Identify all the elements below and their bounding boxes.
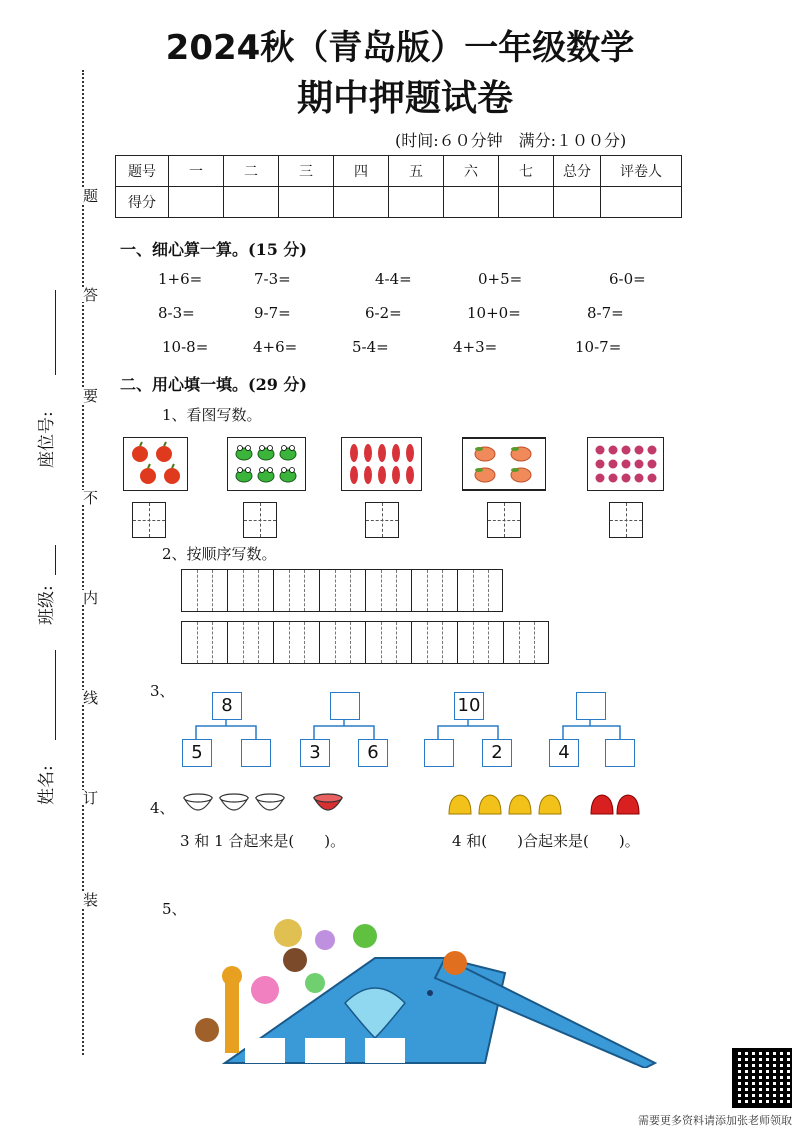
table-cell: 七 bbox=[499, 156, 554, 187]
bond-right-box[interactable] bbox=[241, 739, 271, 767]
calc-item: 6-2= bbox=[365, 304, 402, 322]
bowl-icon bbox=[180, 790, 360, 822]
margin-char: 要 bbox=[81, 388, 99, 403]
calc-item: 10-7= bbox=[575, 338, 622, 356]
calc-item: 5-4= bbox=[352, 338, 389, 356]
calc-item: 6-0= bbox=[609, 270, 646, 288]
table-cell: 六 bbox=[444, 156, 499, 187]
q1-label: 1、看图写数。 bbox=[162, 406, 262, 424]
calc-item: 10-8= bbox=[162, 338, 209, 356]
margin-char: 不 bbox=[81, 490, 99, 505]
table-cell: 二 bbox=[224, 156, 279, 187]
bond-top-box[interactable] bbox=[330, 692, 360, 720]
section1-heading: 一、细心算一算。(15 分) bbox=[120, 240, 307, 259]
margin-char: 订 bbox=[81, 790, 99, 805]
table-cell: 四 bbox=[334, 156, 389, 187]
calc-item: 10+0= bbox=[467, 304, 521, 322]
margin-char: 答 bbox=[81, 287, 99, 302]
calc-item: 1+6= bbox=[158, 270, 203, 288]
exam-subtitle: 期中押题试卷 bbox=[296, 78, 513, 119]
bond-left-box[interactable] bbox=[424, 739, 454, 767]
table-cell: 五 bbox=[389, 156, 444, 187]
qr-code-icon bbox=[732, 1048, 792, 1108]
calc-item: 7-3= bbox=[254, 270, 291, 288]
calc-item: 0+5= bbox=[478, 270, 523, 288]
footer-note: 需要更多资料请添加张老师领取 bbox=[638, 1114, 792, 1127]
bond-right-box[interactable]: 6 bbox=[358, 739, 388, 767]
calc-item: 8-7= bbox=[587, 304, 624, 322]
table-cell: 得分 bbox=[116, 187, 169, 218]
q3-label: 3、 bbox=[150, 682, 175, 700]
time-info: (时间:６０分钟 满分:１００分) bbox=[395, 131, 627, 150]
bond-right-box[interactable]: 2 bbox=[482, 739, 512, 767]
bell-icon bbox=[445, 790, 645, 820]
table-cell: 总分 bbox=[554, 156, 601, 187]
table-cell: 题号 bbox=[116, 156, 169, 187]
seat-number-label: 座位号: bbox=[37, 411, 57, 468]
table-cell: 一 bbox=[169, 156, 224, 187]
calc-item: 8-3= bbox=[158, 304, 195, 322]
q2-label: 2、按顺序写数。 bbox=[162, 545, 277, 563]
margin-char: 线 bbox=[81, 690, 99, 705]
q5-label: 5、 bbox=[162, 900, 187, 918]
bond-right-box[interactable] bbox=[605, 739, 635, 767]
bond-left-box[interactable]: 3 bbox=[300, 739, 330, 767]
margin-char: 内 bbox=[81, 590, 99, 605]
class-label: 班级: bbox=[37, 585, 57, 625]
bond-top-box[interactable]: 10 bbox=[454, 692, 484, 720]
margin-char: 装 bbox=[81, 892, 99, 907]
q4-text-b: 4 和( )合起来是( )。 bbox=[452, 832, 640, 850]
bond-left-box[interactable]: 4 bbox=[549, 739, 579, 767]
q4-label: 4、 bbox=[150, 799, 175, 817]
elephant-slide-illustration bbox=[185, 918, 665, 1068]
section2-heading: 二、用心填一填。(29 分) bbox=[120, 375, 307, 394]
calc-item: 9-7= bbox=[254, 304, 291, 322]
exam-title: 2024秋（青岛版）一年级数学 bbox=[165, 28, 635, 68]
q4-text-a: 3 和 1 合起来是( )。 bbox=[180, 832, 346, 850]
margin-char: 题 bbox=[81, 188, 99, 203]
calc-item: 4-4= bbox=[375, 270, 412, 288]
table-cell: 评卷人 bbox=[601, 156, 682, 187]
calc-item: 4+3= bbox=[453, 338, 498, 356]
bond-left-box[interactable]: 5 bbox=[182, 739, 212, 767]
bond-top-box[interactable]: 8 bbox=[212, 692, 242, 720]
calc-item: 4+6= bbox=[253, 338, 298, 356]
bond-top-box[interactable] bbox=[576, 692, 606, 720]
table-cell: 三 bbox=[279, 156, 334, 187]
name-label: 姓名: bbox=[37, 765, 57, 805]
